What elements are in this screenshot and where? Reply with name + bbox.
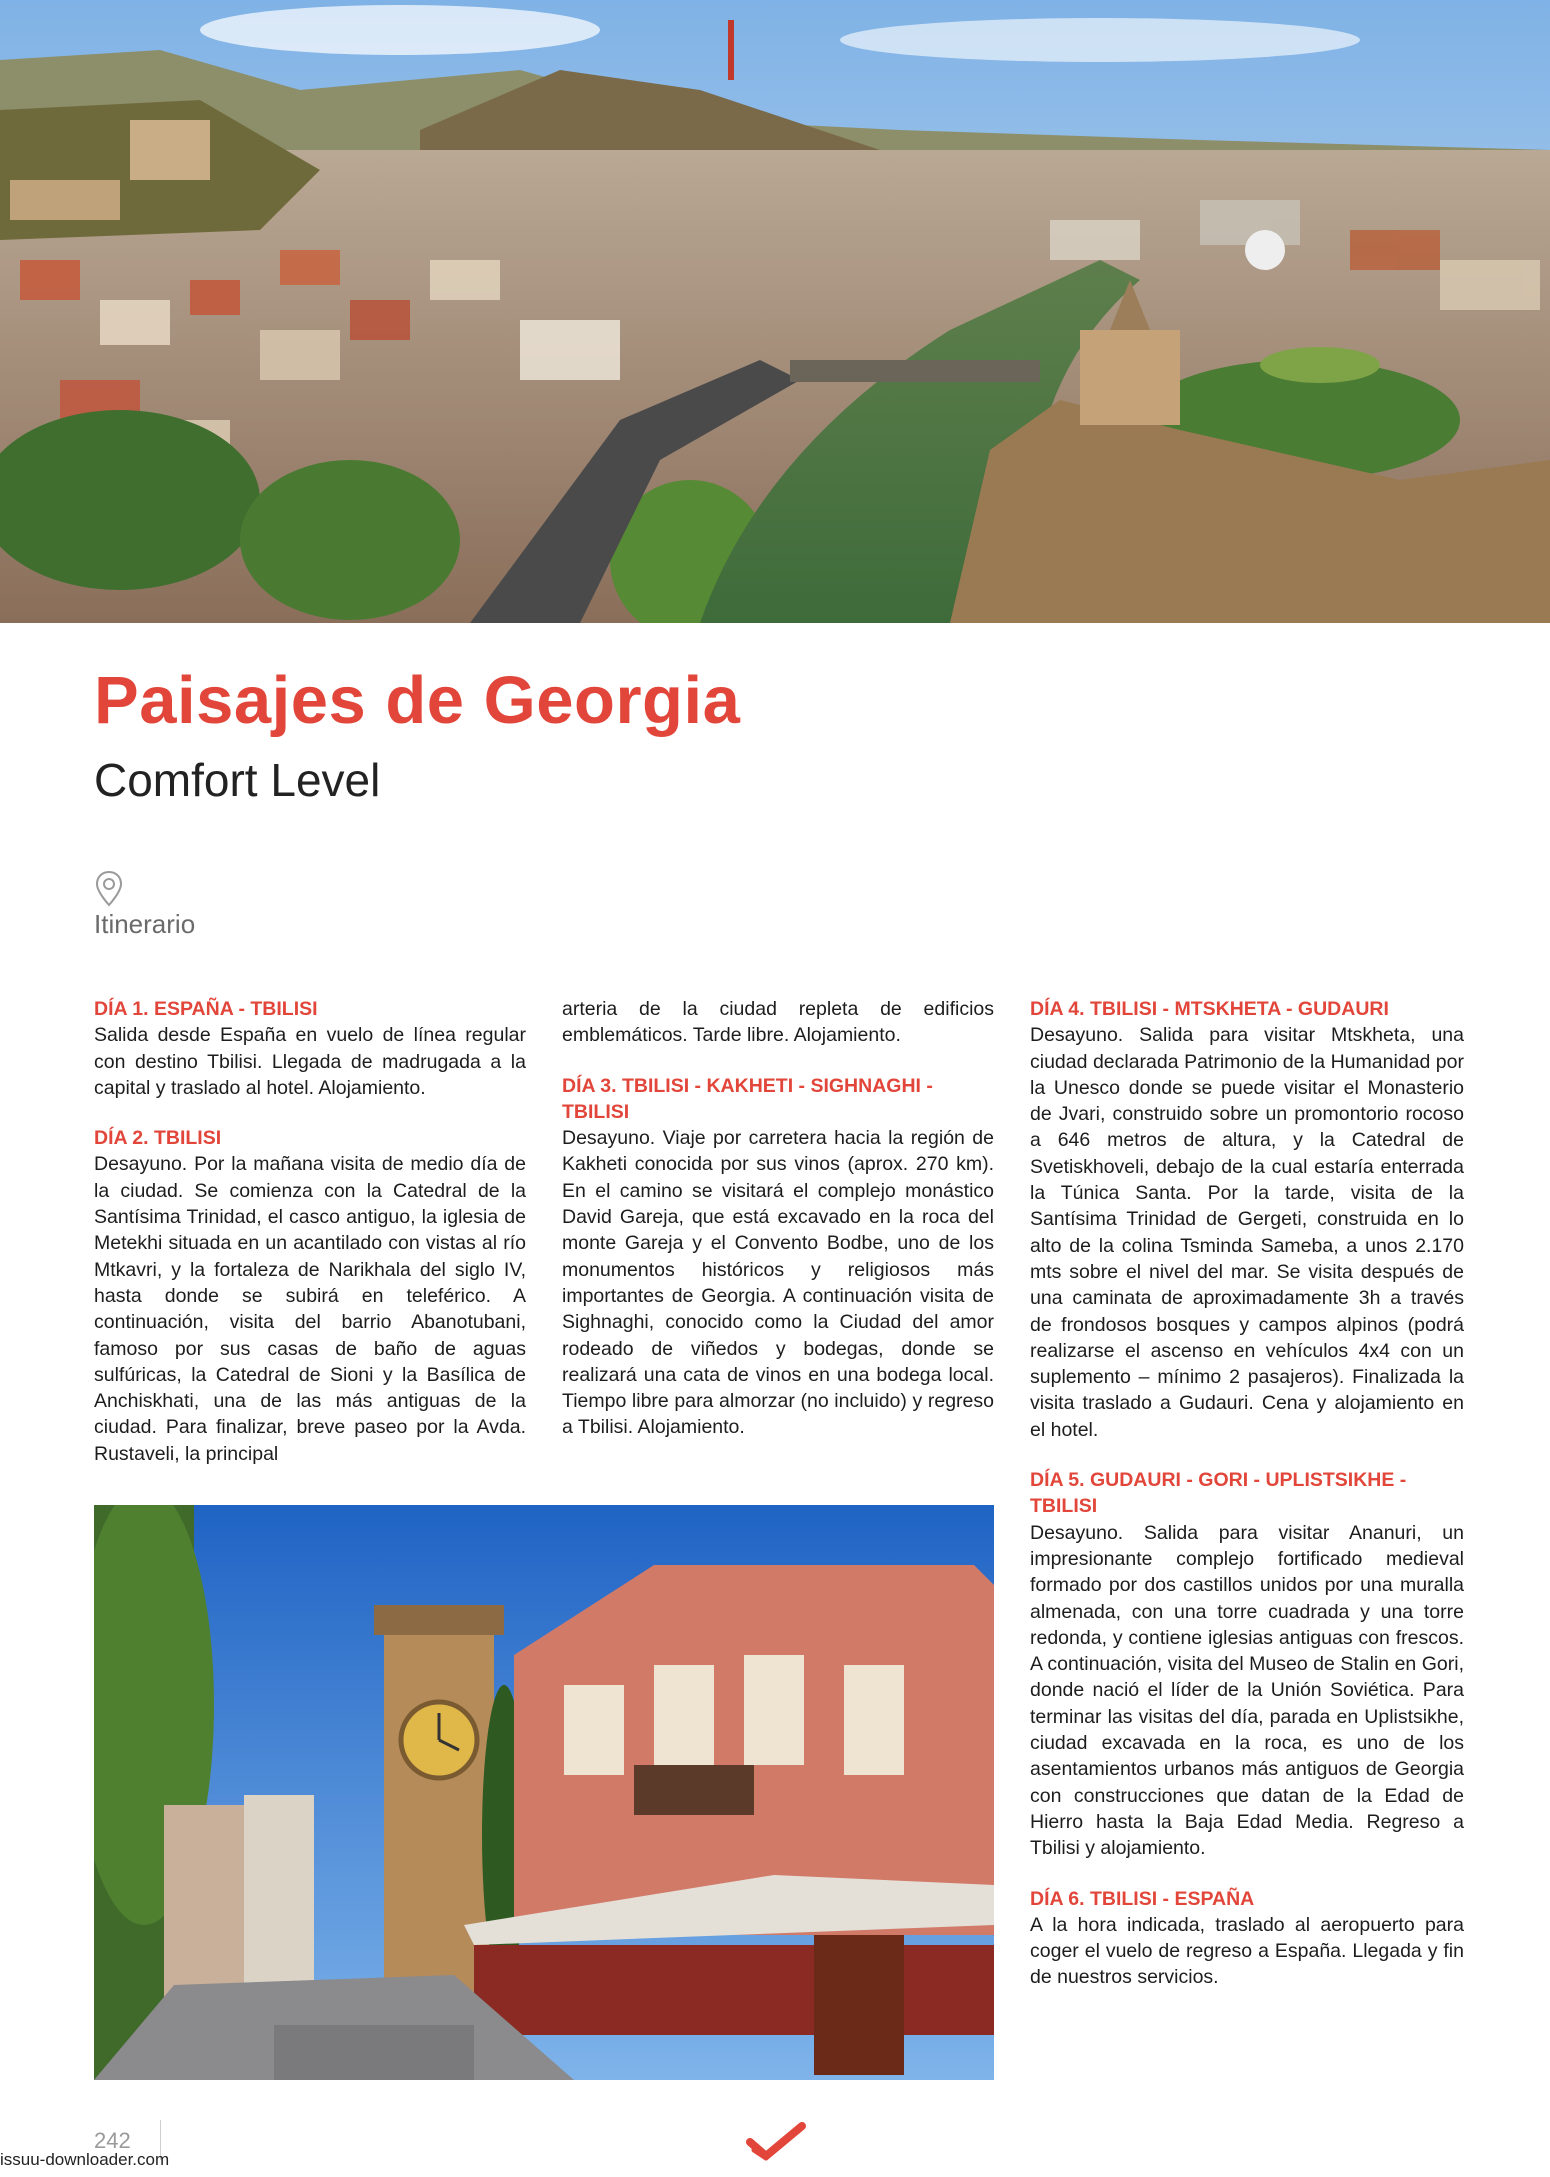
itinerary-day <box>94 996 526 1101</box>
brand-check-logo-icon <box>746 2122 806 2162</box>
day-heading: DÍA 4. TBILISI - MTSKHETA - GUDAURI <box>1030 998 1389 1020</box>
day-heading: DÍA 2. TBILISI <box>94 1127 222 1150</box>
itinerary-day <box>1030 1886 1464 1991</box>
itinerary-day <box>94 1125 526 1467</box>
hero-photo-tbilisi <box>0 0 1550 623</box>
day-heading: DÍA 5. GUDAURI - GORI - UPLISTSIKHE - TBILISI <box>1030 1469 1407 1518</box>
section-label-itinerary: Itinerario <box>94 909 196 939</box>
day-body: Salida desde España en vuelo de línea regular con destino Tbilisi. Llegada de madrugada a la capital y traslado al hotel. Alojamiento. <box>94 1024 526 1099</box>
itinerary-day-continuation <box>562 996 994 1049</box>
itinerary-day <box>562 1073 994 1441</box>
day-body: Desayuno. Por la mañana visita de medio día de la ciudad. Se comienza con la Catedral de la Santísima Trinidad, el casco antiguo, la iglesia de Metekhi situada en un acantilado con vistas al río Mtkavri, y la fortaleza de Narikhala del siglo IV, hasta donde se subirá en teleférico. A continuación, visita del barrio Abanotubani, famoso por sus casas de baño de aguas sulfúricas, la Catedral de Sioni y la Basílica de Anchiskhati, una de las más antiguas de la ciudad. Para finalizar, breve paseo por la Avda. Rustaveli, la principal <box>94 1153 526 1465</box>
day-body: A la hora indicada, traslado al aeropuerto para coger el vuelo de regreso a España. Llegada y fin de nuestros servicios. <box>1030 1913 1464 1989</box>
page-title: Paisajes de Georgia <box>94 663 741 738</box>
page-number: 242 <box>94 2128 131 2153</box>
itinerary-column-2 <box>562 996 994 1465</box>
itinerary-column-1 <box>94 996 526 1491</box>
watermark-text: issuu-downloader.com <box>0 2150 170 2169</box>
day-body: Desayuno. Salida para visitar Mtskheta, una ciudad declarada Patrimonio de la Humanidad por la Unesco donde se puede visitar el Monasterio de Jvari, construido sobre un promontorio rocoso a 646 metros de altura, y la Catedral de Svetiskhoveli, debajo de la cual estaría enterrada la Túnica Santa. Por la tarde, visita de la Santísima Trinidad de Gergeti, construida en lo alto de la colina Tsminda Sameba, a unos 2.170 mts sobre el nivel del mar. Se visita después de una caminata de aproximadamente 3h a través de frondosos bosques y campos alpinos (podrá realizarse el ascenso en vehículos 4x4 con un suplemento – mínimo 2 pasajeros). Finalizada la visita traslado a Gudauri. Cena y alojamiento en el hotel. <box>1030 1024 1464 1441</box>
page-subtitle: Comfort Level <box>94 754 381 806</box>
itinerary-day <box>1030 1467 1464 1861</box>
day-body: Desayuno. Salida para visitar Ananuri, un impresionante complejo fortificado medieval formado por dos castillos unidos por una muralla almenada, con una torre cuadrada y una torre redonda, y contiene iglesias antiguas con frescos. A continuación, visita del Museo de Stalin en Gori, donde nació el líder de la Unión Soviética. Para terminar las visitas del día, parada en Uplistsikhe, ciudad excavada en la roca, es uno de los asentamientos urbanos más antiguos de Georgia con construcciones que datan de la Edad de Hierro hasta la Baja Edad Media. Regreso a Tbilisi y alojamiento. <box>1030 1521 1464 1860</box>
day-heading: DÍA 3. TBILISI - KAKHETI - SIGHNAGHI - TBILISI <box>562 1074 933 1123</box>
itinerary-day <box>1030 996 1464 1443</box>
day-body: Desayuno. Viaje por carretera hacia la región de Kakheti conocida por sus vinos (aprox. 270 km). En el camino se visitará el complejo monástico David Gareja, que está excavado en la roca del monte Gareja y el Convento Bodbe, uno de los monumentos históricos y religiosos más importantes de Georgia. A continuación visita de Sighnaghi, conocido como la Ciudad del amor rodeado de viñedos y bodegas, donde se realizará una cata de vinos en una bodega local. Tiempo libre para almorzar (no incluido) y regreso a Tbilisi. Alojamiento. <box>562 1127 994 1439</box>
day-body: arteria de la ciudad repleta de edificios emblemáticos. Tarde libre. Alojamiento. <box>562 998 994 1047</box>
itinerary-column-3 <box>1030 996 1464 2015</box>
day-heading: DÍA 1. ESPAÑA - TBILISI <box>94 998 318 1020</box>
location-pin-icon <box>94 870 124 908</box>
day-heading: DÍA 6. TBILISI - ESPAÑA <box>1030 1887 1255 1910</box>
photo-clock-tower-street <box>94 1505 994 2080</box>
